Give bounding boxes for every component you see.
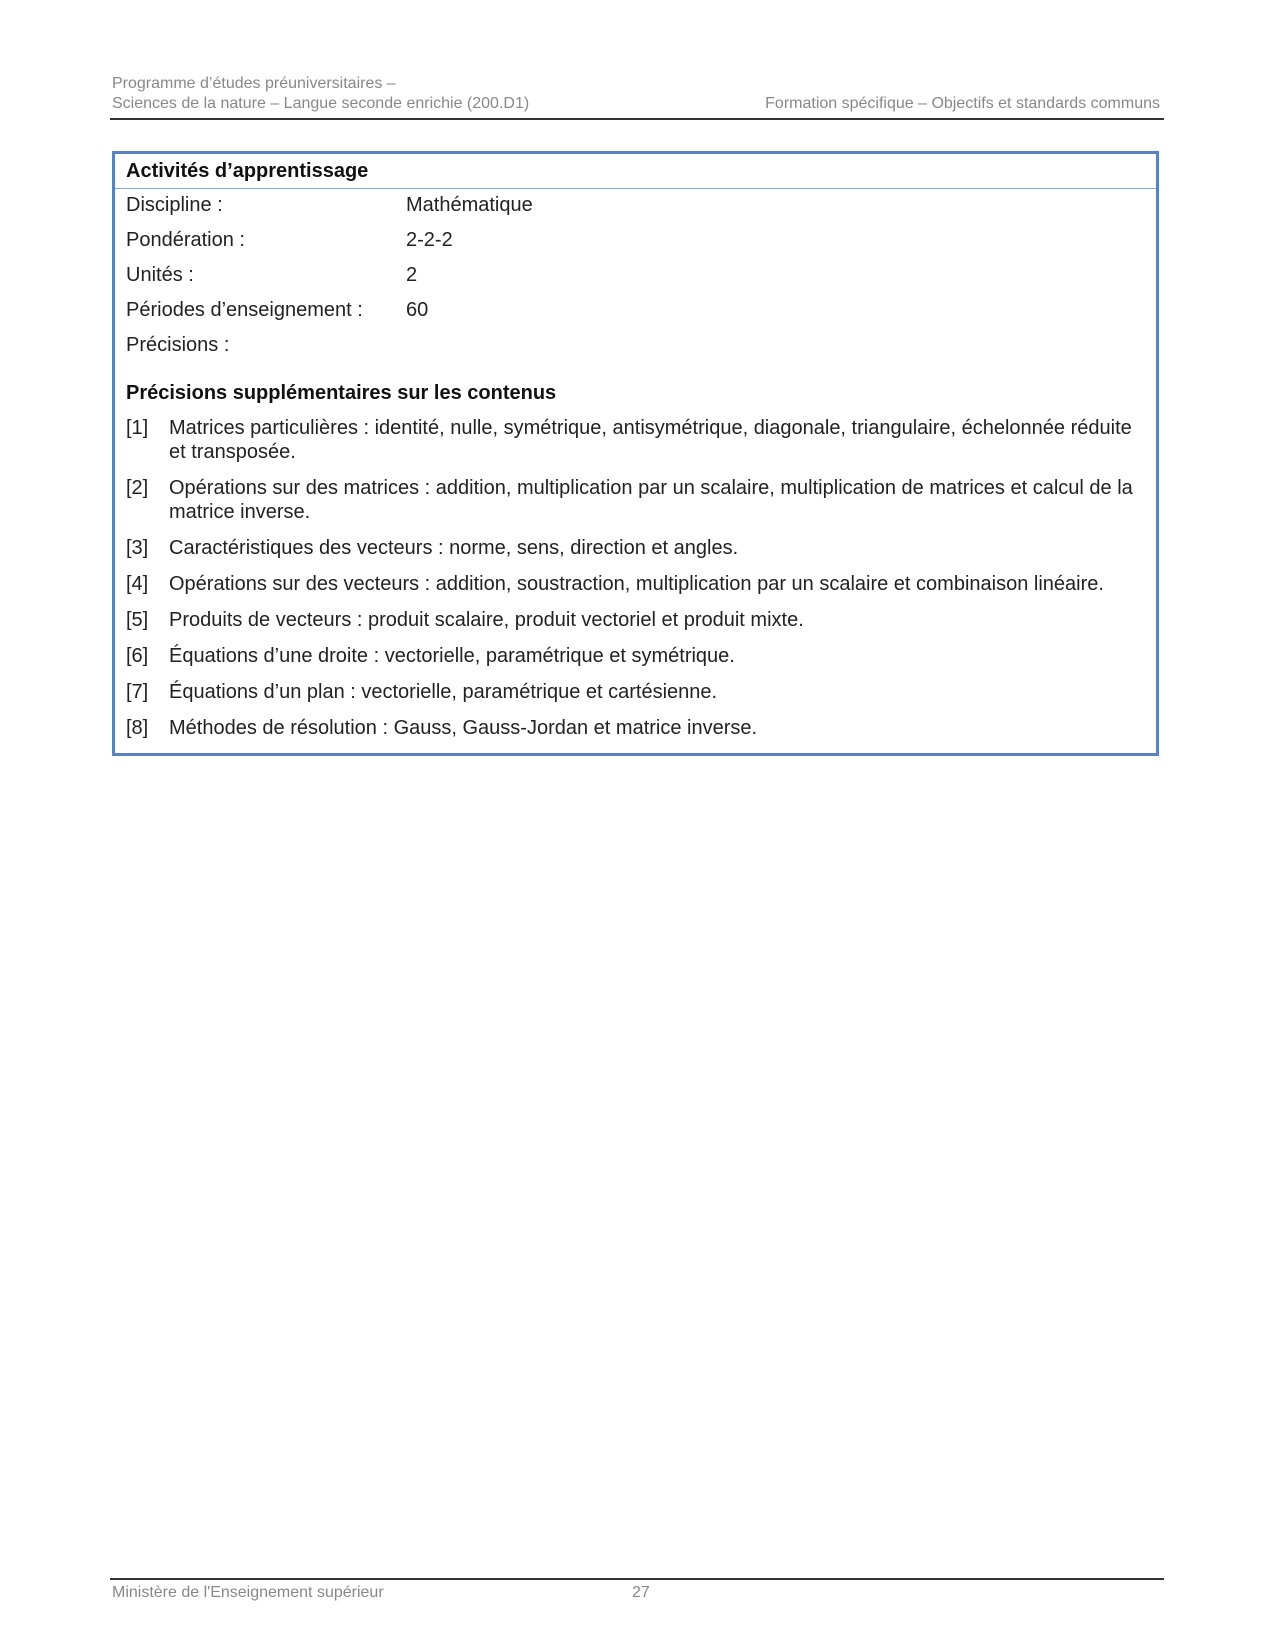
item-number: [7] (126, 681, 149, 703)
field-label: Unités : (126, 264, 194, 286)
page-footer (110, 1578, 1164, 1604)
activities-box (112, 151, 1159, 756)
item-number: [3] (126, 537, 149, 559)
field-label: Discipline : (126, 194, 223, 216)
item-text: Produits de vecteurs : produit scalaire, produit vectoriel et produit mixte. (169, 609, 804, 631)
content-list (126, 416, 1146, 752)
header-left (112, 74, 529, 114)
field-value: 2-2-2 (406, 229, 453, 251)
list-item (126, 572, 1146, 596)
list-item (126, 476, 1146, 524)
list-item (126, 680, 1146, 704)
field-value: 2 (406, 264, 418, 286)
item-text: Équations d’une droite : vectorielle, paramétrique et symétrique. (169, 645, 735, 667)
header-left-line2: Sciences de la nature – Langue seconde enrichie (200.D1) (112, 95, 530, 112)
field-value: 60 (406, 299, 429, 321)
item-text: Matrices particulières : identité, nulle, symétrique, antisymétrique, diagonale, triangulaire, échelonnée réduite et transposée. (169, 417, 1132, 463)
list-item (126, 536, 1146, 560)
list-item (126, 416, 1146, 464)
header-left-line1: Programme d’études préuniversitaires – (112, 75, 396, 92)
section-title: Précisions supplémentaires sur les contenus (126, 382, 557, 404)
item-number: [4] (126, 573, 149, 595)
page-number: 27 (632, 1584, 650, 1601)
item-number: [6] (126, 645, 149, 667)
item-text: Équations d’un plan : vectorielle, paramétrique et cartésienne. (169, 681, 718, 703)
item-number: [2] (126, 477, 149, 499)
item-text: Méthodes de résolution : Gauss, Gauss-Jordan et matrice inverse. (169, 717, 758, 739)
field-label: Précisions : (126, 334, 230, 356)
header-right: Formation spécifique – Objectifs et standards communs (765, 95, 1160, 112)
list-item (126, 608, 1146, 632)
field-value: Mathématique (406, 194, 533, 216)
item-text: Caractéristiques des vecteurs : norme, sens, direction et angles. (169, 537, 739, 559)
item-text: Opérations sur des matrices : addition, multiplication par un scalaire, multiplication de matrices et calcul de la matrice inverse. (169, 477, 1133, 523)
page-header (110, 74, 1164, 120)
item-text: Opérations sur des vecteurs : addition, soustraction, multiplication par un scalaire et combinaison linéaire. (169, 573, 1104, 595)
list-item (126, 644, 1146, 668)
field-label: Périodes d’enseignement : (126, 299, 363, 321)
box-title: Activités d’apprentissage (115, 154, 1156, 189)
list-item (126, 716, 1146, 740)
item-number: [5] (126, 609, 149, 631)
item-number: [8] (126, 717, 149, 739)
item-number: [1] (126, 417, 149, 439)
field-label: Pondération : (126, 229, 245, 251)
footer-ministry: Ministère de l'Enseignement supérieur (112, 1584, 384, 1601)
